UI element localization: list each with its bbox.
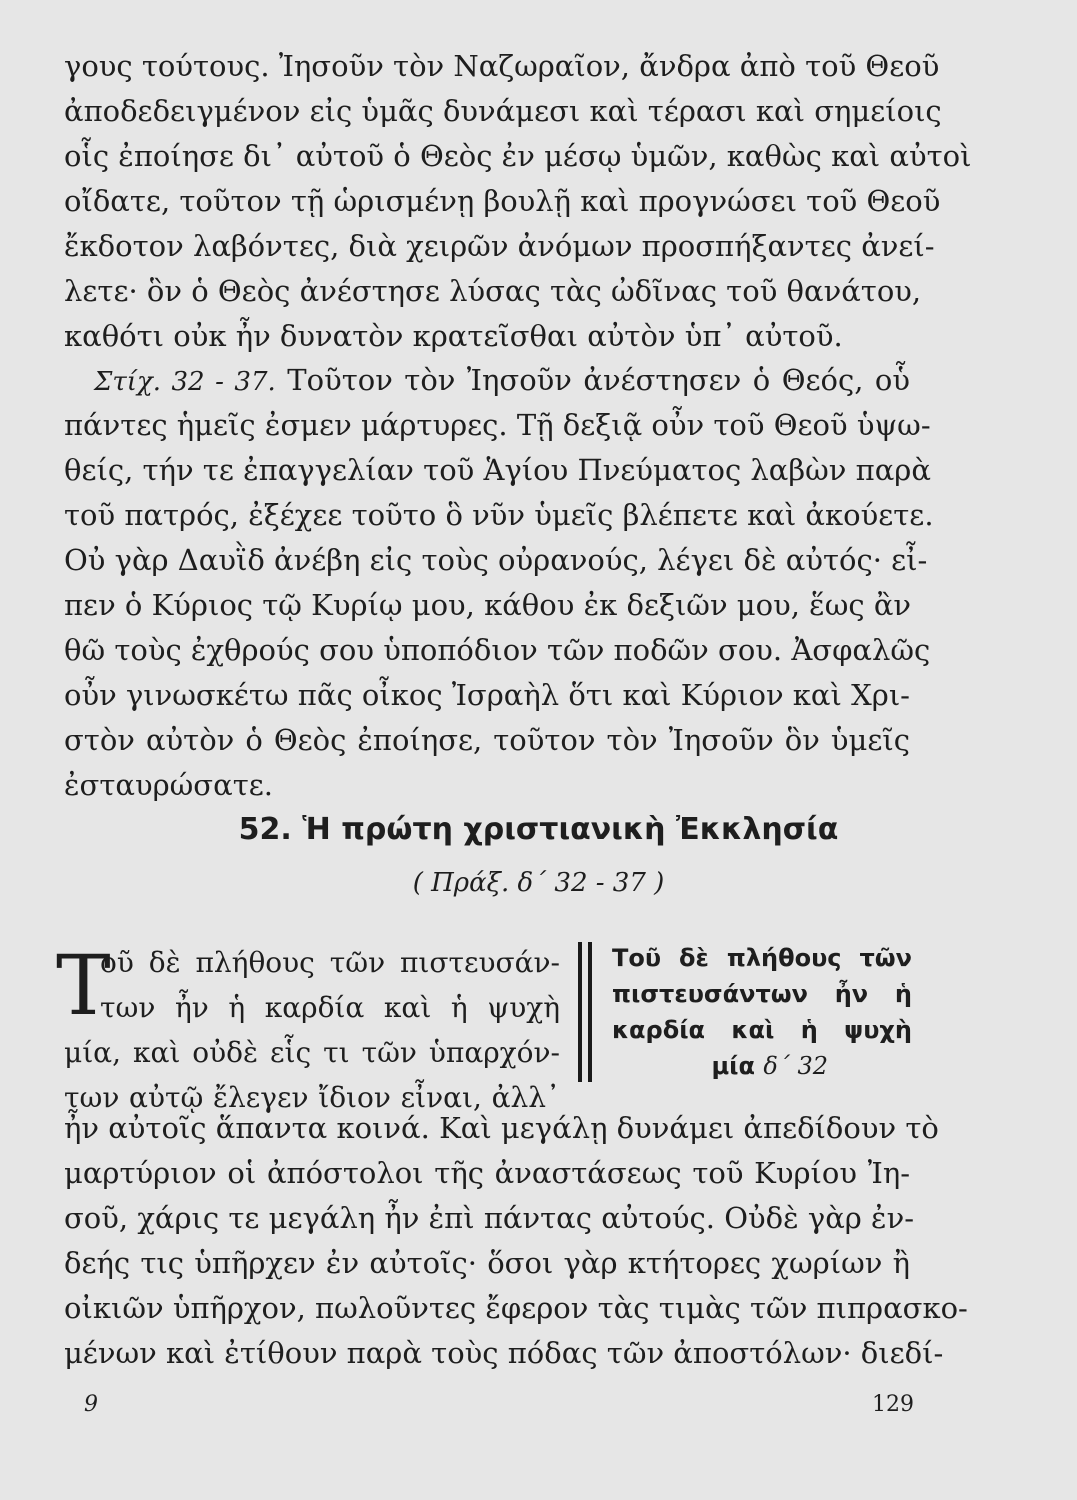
divider-rule <box>578 942 582 1082</box>
text-line: ἔκδοτον λαβόντες, διὰ χειρῶν ἀνόμων προσπήξαντες ἀνεί- <box>64 229 935 263</box>
text-line: ἦν αὐτοῖς ἅπαντα κοινά. Καὶ μεγάλῃ δυνάμει ἀπεδίδουν τὸ <box>64 1111 939 1145</box>
quote-line: πιστευσάντων ἦν ἡ <box>612 980 912 1008</box>
text-line: ἀποδεδειγμένον εἰς ὑμᾶς δυνάμεσι καὶ τέρασι καὶ σημείοις <box>64 94 942 128</box>
paragraph-1 <box>64 44 972 359</box>
text-line: πάντες ἡμεῖς ἐσμεν μάρτυρες. Τῇ δεξιᾷ οὖν τοῦ Θεοῦ ὑψω- <box>64 408 931 442</box>
page-number: 129 <box>872 1392 914 1417</box>
text-line: στὸν αὐτὸν ὁ Θεὸς ἐποίησε, τοῦτον τὸν Ἰησοῦν ὃν ὑμεῖς <box>64 723 910 757</box>
text-line-rest: Τοῦτον τὸν Ἰησοῦν ἀνέστησεν ὁ Θεός, οὗ <box>287 363 911 397</box>
text-line: οἷς ἐποίησε δι᾽ αὐτοῦ ὁ Θεὸς ἐν μέσῳ ὑμῶν, καθὼς καὶ αὐτοὶ <box>64 139 972 173</box>
text-column <box>64 940 560 1120</box>
paragraph-2 <box>64 358 934 808</box>
text-line: μία, καὶ οὐδὲ εἷς τι τῶν ὑπαρχόν- <box>64 1036 560 1069</box>
drop-cap: T <box>56 939 111 1034</box>
text-line: των αὐτῷ ἔλεγεν ἴδιον εἶναι, ἀλλ᾽ <box>64 1081 560 1114</box>
text-line: των ἦν ἡ καρδία καὶ ἡ ψυχὴ <box>100 991 560 1024</box>
text-line: θῶ τοὺς ἐχθρούς σου ὑποπόδιον τῶν ποδῶν σου. Ἀσφαλῶς <box>64 633 931 667</box>
verse-reference: Στίχ. 32 - 37. <box>94 367 276 397</box>
text-line: γους τούτους. Ἰησοῦν τὸν Ναζωραῖον, ἄνδρα ἀπὸ τοῦ Θεοῦ <box>64 49 940 83</box>
text-line: οἰκιῶν ὑπῆρχον, πωλοῦντες ἔφερον τὰς τιμὰς τῶν πιπρασκο- <box>64 1291 968 1325</box>
text-line <box>64 358 910 403</box>
divider-rule <box>588 942 592 1082</box>
quote-last-word: μία <box>711 1052 756 1080</box>
text-line: μένων καὶ ἐτίθουν παρὰ τοὺς πόδας τῶν ἀποστόλων· διεδί- <box>64 1336 944 1370</box>
text-line: οὖν γινωσκέτω πᾶς οἶκος Ἰσραὴλ ὅτι καὶ Κύριον καὶ Χρι- <box>64 678 910 712</box>
text-line: λετε· ὃν ὁ Θεὸς ἀνέστησε λύσας τὰς ὠδῖνας τοῦ θανάτου, <box>64 274 922 308</box>
text-line: καθότι οὐκ ἦν δυνατὸν κρατεῖσθαι αὐτὸν ὑπ᾽ αὐτοῦ. <box>64 319 843 353</box>
text-line: πεν ὁ Κύριος τῷ Κυρίῳ μου, κάθου ἐκ δεξιῶν μου, ἕως ἂν <box>64 588 912 622</box>
text-line: δεής τις ὑπῆρχεν ἐν αὐτοῖς· ὅσοι γὰρ κτήτορες χωρίων ἢ <box>64 1246 910 1280</box>
text-line: ἐσταυρώσατε. <box>64 768 273 802</box>
text-line: οἴδατε, τοῦτον τῇ ὡρισμένῃ βουλῇ καὶ προγνώσει τοῦ Θεοῦ <box>64 184 941 218</box>
text-line: σοῦ, χάρις τε μεγάλη ἦν ἐπὶ πάντας αὐτούς. Οὐδὲ γὰρ ἐν- <box>64 1201 915 1235</box>
section-reference: ( Πράξ. δ΄ 32 - 37 ) <box>412 868 665 898</box>
quote-line <box>612 1048 912 1084</box>
margin-quote <box>612 940 912 1084</box>
section-heading: 52. Ἡ πρώτη χριστιανικὴ Ἐκκλησία <box>238 812 839 847</box>
quote-line: Τοῦ δὲ πλήθους τῶν <box>612 944 912 972</box>
quote-line: καρδία καὶ ἡ ψυχὴ <box>612 1016 912 1044</box>
text-line: θείς, τήν τε ἐπαγγελίαν τοῦ Ἁγίου Πνεύματος λαβὼν παρὰ <box>64 453 931 487</box>
paragraph-3 <box>64 1106 968 1376</box>
text-line: Οὐ γὰρ Δαυῒδ ἀνέβη εἰς τοὺς οὐρανούς, λέγει δὲ αὐτός· εἶ- <box>64 543 928 577</box>
quote-reference: δ΄ 32 <box>763 1052 828 1080</box>
text-line: μαρτύριον οἱ ἀπόστολοι τῆς ἀναστάσεως τοῦ Κυρίου Ἰη- <box>64 1156 910 1190</box>
text-line: οῦ δὲ πλήθους τῶν πιστευσάν- <box>100 946 560 979</box>
text-line: τοῦ πατρός, ἐξέχεε τοῦτο ὃ νῦν ὑμεῖς βλέπετε καὶ ἀκούετε. <box>64 498 934 532</box>
signature-number: 9 <box>84 1392 98 1417</box>
